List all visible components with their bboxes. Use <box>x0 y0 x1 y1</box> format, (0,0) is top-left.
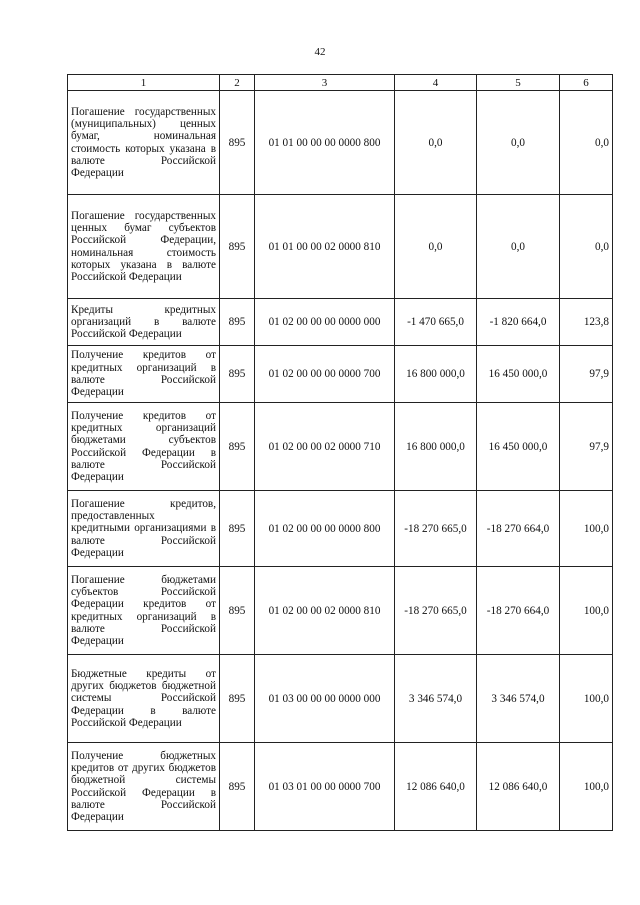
kbk-code: 01 02 00 00 00 0000 000 <box>255 299 395 346</box>
actual-value: -1 820 664,0 <box>477 299 560 346</box>
kbk-code: 01 02 00 00 02 0000 810 <box>255 567 395 655</box>
admin-code: 895 <box>220 743 255 831</box>
column-header: 3 <box>255 75 395 91</box>
percent-value: 0,0 <box>560 91 613 195</box>
admin-code: 895 <box>220 567 255 655</box>
actual-value: -18 270 664,0 <box>477 567 560 655</box>
percent-value: 97,9 <box>560 403 613 491</box>
row-name: Погашение государственных (муниципальных) ценных бумаг, номинальная стоимость которых указана в валюте Российской Федерации <box>68 91 220 195</box>
column-header: 6 <box>560 75 613 91</box>
kbk-code: 01 03 01 00 00 0000 700 <box>255 743 395 831</box>
plan-value: -18 270 665,0 <box>395 567 477 655</box>
row-name: Получение кредитов от кредитных организаций в валюте Российской Федерации <box>68 346 220 403</box>
plan-value: 16 800 000,0 <box>395 346 477 403</box>
row-name: Погашение бюджетами субъектов Российской Федерации кредитов от кредитных организаций в валюте Российской Федерации <box>68 567 220 655</box>
kbk-code: 01 02 00 00 00 0000 800 <box>255 491 395 567</box>
row-name: Погашение кредитов, предоставленных кредитными организациями в валюте Российской Федерации <box>68 491 220 567</box>
actual-value: 16 450 000,0 <box>477 403 560 491</box>
column-header: 2 <box>220 75 255 91</box>
kbk-code: 01 01 00 00 02 0000 810 <box>255 195 395 299</box>
table-row <box>68 91 613 195</box>
table-header-row <box>68 75 613 91</box>
percent-value: 97,9 <box>560 346 613 403</box>
admin-code: 895 <box>220 491 255 567</box>
actual-value: 16 450 000,0 <box>477 346 560 403</box>
admin-code: 895 <box>220 403 255 491</box>
table-row <box>68 567 613 655</box>
plan-value: 0,0 <box>395 91 477 195</box>
plan-value: 0,0 <box>395 195 477 299</box>
plan-value: -1 470 665,0 <box>395 299 477 346</box>
table-row <box>68 491 613 567</box>
row-name: Бюджетные кредиты от других бюджетов бюджетной системы Российской Федерации в валюте Российской Федерации <box>68 655 220 743</box>
admin-code: 895 <box>220 346 255 403</box>
actual-value: 12 086 640,0 <box>477 743 560 831</box>
admin-code: 895 <box>220 91 255 195</box>
kbk-code: 01 03 00 00 00 0000 000 <box>255 655 395 743</box>
kbk-code: 01 01 00 00 00 0000 800 <box>255 91 395 195</box>
actual-value: -18 270 664,0 <box>477 491 560 567</box>
kbk-code: 01 02 00 00 00 0000 700 <box>255 346 395 403</box>
table-row <box>68 655 613 743</box>
column-header: 4 <box>395 75 477 91</box>
actual-value: 0,0 <box>477 91 560 195</box>
actual-value: 0,0 <box>477 195 560 299</box>
admin-code: 895 <box>220 299 255 346</box>
percent-value: 100,0 <box>560 743 613 831</box>
row-name: Погашение государственных ценных бумаг субъектов Российской Федерации, номинальная стоимость которых указана в валюте Российской Федерации <box>68 195 220 299</box>
table-row <box>68 403 613 491</box>
table-row <box>68 743 613 831</box>
row-name: Получение бюджетных кредитов от других бюджетов бюджетной системы Российской Федерации в валюте Российской Федерации <box>68 743 220 831</box>
plan-value: 16 800 000,0 <box>395 403 477 491</box>
plan-value: 3 346 574,0 <box>395 655 477 743</box>
percent-value: 100,0 <box>560 655 613 743</box>
row-name: Кредиты кредитных организаций в валюте Российской Федерации <box>68 299 220 346</box>
actual-value: 3 346 574,0 <box>477 655 560 743</box>
kbk-code: 01 02 00 00 02 0000 710 <box>255 403 395 491</box>
percent-value: 100,0 <box>560 567 613 655</box>
budget-sources-table <box>67 74 613 831</box>
table-row <box>68 299 613 346</box>
table-row <box>68 195 613 299</box>
percent-value: 0,0 <box>560 195 613 299</box>
plan-value: 12 086 640,0 <box>395 743 477 831</box>
table-row <box>68 346 613 403</box>
row-name: Получение кредитов от кредитных организаций бюджетами субъектов Российской Федерации в валюте Российской Федерации <box>68 403 220 491</box>
page-number: 42 <box>314 46 326 58</box>
percent-value: 123,8 <box>560 299 613 346</box>
admin-code: 895 <box>220 655 255 743</box>
column-header: 1 <box>68 75 220 91</box>
plan-value: -18 270 665,0 <box>395 491 477 567</box>
column-header: 5 <box>477 75 560 91</box>
percent-value: 100,0 <box>560 491 613 567</box>
admin-code: 895 <box>220 195 255 299</box>
